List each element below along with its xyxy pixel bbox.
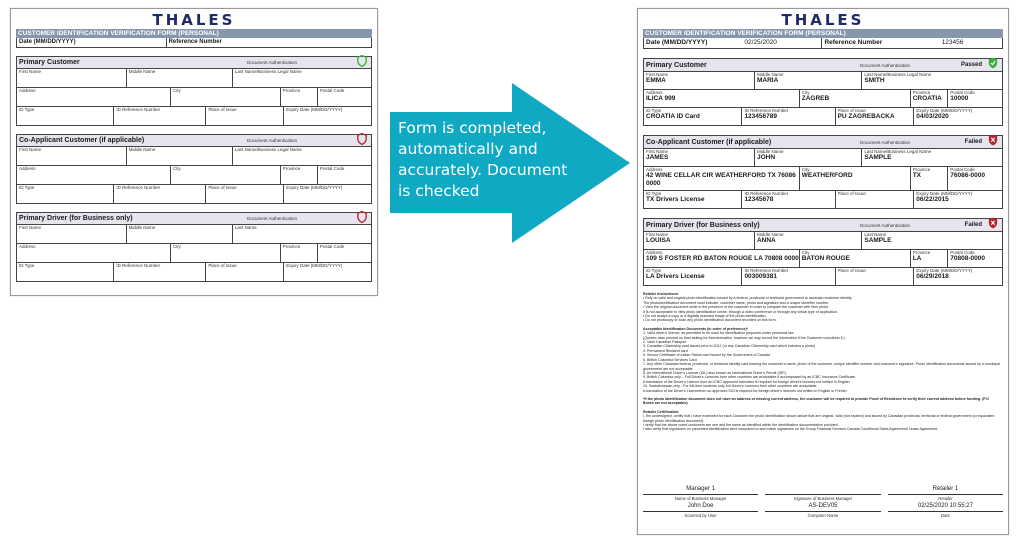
address-field[interactable] bbox=[17, 88, 171, 106]
signature-value: Retailer 1 bbox=[932, 486, 959, 492]
shield-outline-icon bbox=[357, 210, 367, 228]
expiry-date-field[interactable] bbox=[914, 108, 1002, 125]
signature-value bbox=[765, 485, 880, 494]
form-row bbox=[17, 185, 371, 203]
id-type-label: ID Type bbox=[19, 263, 35, 268]
postal-code-label: Postal Code bbox=[319, 88, 345, 93]
province-field[interactable] bbox=[911, 90, 949, 107]
shield-outline-icon bbox=[357, 54, 367, 72]
signature-value: 02/25/2020 10:55:27 bbox=[917, 503, 973, 509]
id-reference-number-label: ID Reference Number bbox=[744, 268, 789, 273]
id-reference-number-label: ID Reference Number bbox=[116, 185, 161, 190]
address-field[interactable] bbox=[644, 250, 800, 267]
section-header bbox=[17, 213, 371, 225]
form-row bbox=[17, 107, 371, 125]
reference-value: 123456 bbox=[941, 39, 964, 46]
proof-of-residence-note: *If the photo identification document does not have an address or missing current address, the customer will be required to provide Proof of Residence to verify their current address before funding. (P.O Boxes are not acceptable). bbox=[643, 396, 989, 406]
signature-label: Retailer bbox=[938, 496, 953, 501]
last-name-value: SMITH bbox=[864, 77, 885, 84]
form-section bbox=[16, 134, 372, 204]
id-type-field[interactable] bbox=[17, 185, 114, 203]
id-reference-number-field[interactable] bbox=[114, 107, 206, 125]
last-name-field[interactable] bbox=[233, 69, 371, 87]
place-of-issue-field[interactable] bbox=[836, 191, 915, 208]
id-reference-number-label: ID Reference Number bbox=[116, 107, 161, 112]
postal-code-field[interactable] bbox=[318, 166, 371, 184]
shield-x-icon bbox=[988, 216, 998, 234]
city-field[interactable] bbox=[171, 244, 281, 262]
last-name-field[interactable] bbox=[233, 147, 371, 165]
signature-cell bbox=[888, 502, 1003, 519]
province-field[interactable] bbox=[281, 88, 318, 106]
city-label: City bbox=[172, 166, 181, 171]
acceptable-document-line: 1. Valid driver's licence, as permitted to be used for identification purposes under provincial law bbox=[643, 331, 794, 336]
id-reference-number-field[interactable] bbox=[742, 108, 835, 125]
id-reference-number-value: 123456789 bbox=[744, 113, 777, 120]
id-reference-number-value: 003009381 bbox=[744, 273, 777, 280]
province-field[interactable] bbox=[281, 244, 318, 262]
form-row bbox=[17, 225, 371, 244]
form-row bbox=[17, 263, 371, 281]
retailer-instruction-line: The photoidentification document must indicate: customer name, photo and signature and a unique identifier number. bbox=[643, 300, 829, 305]
last-name-value: SAMPLE bbox=[864, 237, 892, 244]
retailer-certification-heading: Retailer Certification: bbox=[643, 409, 680, 414]
expiry-date-value: 06/22/2015 bbox=[916, 196, 949, 203]
signature-cell bbox=[643, 485, 758, 502]
id-reference-number-field[interactable] bbox=[742, 191, 835, 208]
postal-code-label: Postal Code bbox=[950, 167, 975, 172]
signature-label: Computer Name bbox=[807, 513, 839, 518]
address-field[interactable] bbox=[644, 167, 800, 190]
address-label: Address bbox=[19, 166, 36, 171]
form-row bbox=[17, 88, 371, 107]
date-label: Date (MM/DD/YYYY) bbox=[17, 38, 167, 47]
city-value: WEATHERFORD bbox=[801, 172, 853, 179]
id-type-label: ID Type bbox=[646, 268, 662, 273]
first-name-field[interactable] bbox=[17, 69, 127, 87]
place-of-issue-label: Place of Issue bbox=[208, 185, 237, 190]
first-name-field[interactable] bbox=[17, 147, 127, 165]
city-label: City bbox=[172, 244, 181, 249]
section-title: Primary Customer bbox=[19, 59, 80, 66]
first-name-field[interactable] bbox=[644, 149, 755, 166]
expiry-date-value: 06/29/2018 bbox=[916, 273, 949, 280]
middle-name-label: Middle Name bbox=[756, 72, 784, 77]
province-field[interactable] bbox=[281, 166, 318, 184]
form-row bbox=[644, 108, 1002, 125]
document-authentication-label: Document Authentication bbox=[247, 216, 298, 221]
place-of-issue-field[interactable] bbox=[206, 185, 284, 203]
document-authentication-label: Document Authentication bbox=[247, 138, 298, 143]
shield-check-icon bbox=[988, 56, 998, 74]
expiry-date-label: Expiry Date (MM/DD/YYYY) bbox=[286, 185, 343, 190]
blank-form bbox=[10, 8, 378, 296]
city-label: City bbox=[801, 90, 810, 95]
id-type-field[interactable] bbox=[644, 191, 742, 208]
signature-value: Manager 1 bbox=[686, 486, 715, 492]
form-row bbox=[644, 191, 1002, 208]
section-title: Primary Driver (for Business only) bbox=[19, 215, 133, 222]
city-field[interactable] bbox=[800, 250, 911, 267]
id-type-field[interactable] bbox=[644, 108, 742, 125]
retailer-instruction-line: • Do not accept a copy or a digitally scanned image of the photo identification. bbox=[643, 314, 767, 319]
acceptable-document-line: 2. Valid Canadian Passport bbox=[643, 340, 687, 345]
first-name-label: First Name bbox=[646, 72, 669, 77]
middle-name-value: JOHN bbox=[756, 154, 776, 161]
address-value: 42 WINE CELLAR CIR WEATHERFORD TX 76086 0000 bbox=[646, 172, 796, 187]
id-reference-number-value: 12345678 bbox=[744, 196, 774, 203]
postal-code-label: Postal Code bbox=[319, 166, 345, 171]
postal-code-field[interactable] bbox=[948, 250, 1002, 267]
acceptable-document-line: A translation of the Driver's Licencefrom an approved SGI is required for foreign driver's licences not written in English or French. bbox=[643, 388, 848, 393]
middle-name-label: Middle Name bbox=[128, 225, 156, 230]
place-of-issue-field[interactable] bbox=[836, 268, 915, 285]
postal-code-value: 76086-0000 bbox=[950, 172, 985, 179]
first-name-label: First Name bbox=[646, 149, 669, 154]
city-label: City bbox=[172, 88, 181, 93]
postal-code-field[interactable] bbox=[318, 244, 371, 262]
signature-value: John Doe bbox=[687, 503, 714, 509]
form-row bbox=[644, 90, 1002, 108]
form-row bbox=[17, 244, 371, 263]
first-name-value: LOUISA bbox=[646, 237, 671, 244]
address-field[interactable] bbox=[17, 166, 171, 184]
expiry-date-field[interactable] bbox=[914, 268, 1002, 285]
expiry-date-label: Expiry Date (MM/DD/YYYY) bbox=[916, 108, 973, 113]
id-type-label: ID Type bbox=[646, 108, 662, 113]
postal-code-label: Postal Code bbox=[319, 244, 345, 249]
form-row bbox=[17, 166, 371, 185]
first-name-label: First Name bbox=[19, 225, 42, 230]
expiry-date-field[interactable] bbox=[284, 185, 371, 203]
middle-name-label: Middle Name bbox=[128, 69, 156, 74]
shield-x-icon bbox=[988, 133, 998, 151]
place-of-issue-value: PU ZAGREBACKA bbox=[837, 113, 895, 120]
shield-outline-icon bbox=[357, 132, 367, 150]
expiry-date-value: 04/03/2020 bbox=[916, 113, 949, 120]
form-row bbox=[644, 250, 1002, 268]
filled-form bbox=[637, 8, 1009, 535]
acceptable-document-line: 7. Any other Canadian federal, provincial, or territorial identity card bearing the customer's name, photo of the customer, unique identifier number and customer's signature. Photo identification documents issued by a municipal government are not acceptable. bbox=[643, 362, 1000, 371]
address-label: Address bbox=[646, 250, 663, 255]
section-title: Co-Applicant Customer (if applicable) bbox=[646, 138, 772, 146]
document-authentication-label: Document Authentication bbox=[860, 62, 911, 68]
id-type-label: ID Type bbox=[19, 185, 35, 190]
last-name-field[interactable] bbox=[862, 72, 1002, 89]
address-label: Address bbox=[646, 90, 663, 95]
province-field[interactable] bbox=[911, 167, 949, 190]
middle-name-label: Middle Name bbox=[756, 232, 784, 237]
middle-name-label: Middle Name bbox=[756, 149, 784, 154]
id-type-field[interactable] bbox=[17, 107, 114, 125]
form-row bbox=[17, 147, 371, 166]
date-row bbox=[643, 38, 1003, 49]
signature-cell bbox=[643, 502, 758, 519]
id-reference-number-label: ID Reference Number bbox=[744, 108, 789, 113]
signature-cell bbox=[888, 485, 1003, 502]
middle-name-value: MARIA bbox=[756, 77, 779, 84]
expiry-date-label: Expiry Date (MM/DD/YYYY) bbox=[916, 268, 973, 273]
last-name-label: Last Name bbox=[234, 225, 257, 230]
form-section bbox=[643, 135, 1003, 209]
thales-logo: THALES bbox=[152, 11, 236, 29]
authentication-status: Failed bbox=[964, 222, 982, 228]
acceptable-document-line: 5. Secure Certificate of Indian Status card issued by the Government of Canada bbox=[643, 353, 771, 358]
signature-label: Date bbox=[940, 513, 950, 518]
middle-name-field[interactable] bbox=[755, 232, 862, 249]
address-label: Address bbox=[19, 88, 36, 93]
province-label: Province bbox=[912, 250, 931, 255]
acceptable-documents-heading: Acceptable Identification Documents (in order of preference)* bbox=[643, 326, 749, 331]
id-type-value: LA Drivers License bbox=[646, 273, 705, 280]
id-reference-number-label: ID Reference Number bbox=[116, 263, 161, 268]
first-name-field[interactable] bbox=[17, 225, 127, 243]
middle-name-field[interactable] bbox=[755, 72, 862, 89]
signature-label: Name of Business Manager bbox=[674, 496, 727, 501]
first-name-field[interactable] bbox=[644, 232, 755, 249]
middle-name-field[interactable] bbox=[127, 225, 233, 243]
retailer-instruction-line: • Do not photocopy or scan any photo identification document recorded on this form. bbox=[643, 318, 777, 323]
section-header bbox=[644, 136, 1002, 149]
expiry-date-field[interactable] bbox=[284, 107, 371, 125]
postal-code-label: Postal Code bbox=[950, 90, 975, 95]
first-name-label: First Name bbox=[19, 69, 42, 74]
expiry-date-field[interactable] bbox=[914, 191, 1002, 208]
id-reference-number-field[interactable] bbox=[114, 185, 206, 203]
form-section bbox=[643, 218, 1003, 286]
form-section bbox=[16, 56, 372, 126]
middle-name-field[interactable] bbox=[127, 147, 233, 165]
province-field[interactable] bbox=[911, 250, 949, 267]
address-field[interactable] bbox=[17, 244, 171, 262]
expiry-date-field[interactable] bbox=[284, 263, 371, 281]
section-title: Primary Driver (for Business only) bbox=[646, 221, 760, 229]
last-name-field[interactable] bbox=[862, 232, 1002, 249]
province-label: Province bbox=[912, 90, 931, 95]
form-title: CUSTOMER IDENTIFICATION VERIFICATION FORM (PERSONAL) bbox=[643, 29, 1003, 38]
last-name-label: Last Name/Business Legal Name bbox=[864, 72, 932, 77]
id-type-field[interactable] bbox=[17, 263, 114, 281]
form-section bbox=[16, 212, 372, 282]
date-value: 02/25/2020 bbox=[726, 38, 822, 48]
city-label: City bbox=[801, 250, 810, 255]
reference-label: Reference Number bbox=[824, 39, 883, 46]
place-of-issue-label: Place of Issue bbox=[837, 191, 866, 196]
expiry-date-label: Expiry Date (MM/DD/YYYY) bbox=[286, 263, 343, 268]
middle-name-value: ANNA bbox=[756, 237, 776, 244]
middle-name-field[interactable] bbox=[127, 69, 233, 87]
province-value: TX bbox=[912, 172, 921, 179]
retailer-instruction-line: • Rely on valid and original photo identification issued by a federal, provincial or territorial government to ascertain customer identity. bbox=[643, 296, 853, 301]
last-name-label: Last Name/Business Legal Name bbox=[234, 69, 302, 74]
reference-label: Reference Number bbox=[168, 39, 222, 45]
form-section bbox=[643, 58, 1003, 126]
id-reference-number-field[interactable] bbox=[114, 263, 206, 281]
form-row bbox=[17, 69, 371, 88]
province-value: LA bbox=[912, 255, 922, 262]
document-authentication-label: Document Authentication bbox=[860, 139, 911, 145]
postal-code-label: Postal Code bbox=[950, 250, 975, 255]
signature-label: Scanned by User bbox=[684, 513, 717, 518]
date-row bbox=[16, 38, 372, 48]
section-header bbox=[644, 219, 1002, 232]
retailer-instruction-line: It is not acceptable to view photo identification online, through a video conference or through any virtual type of application. bbox=[643, 309, 838, 314]
postal-code-field[interactable] bbox=[948, 167, 1002, 190]
certification-line: I, the undersigned, certify that I have examined for each Customer the photo identification shown above that are original, valid (not expired) and issued by Canadian provincial, territorial or federal government (or equivalent foreign photo identification document). bbox=[643, 414, 995, 423]
province-label: Province bbox=[282, 166, 301, 171]
retailer-instructions-heading: Retailer Instructions: bbox=[643, 292, 679, 296]
signature-cell bbox=[765, 485, 880, 502]
last-name-label: Last Name bbox=[864, 232, 887, 237]
city-field[interactable] bbox=[171, 166, 281, 184]
form-row bbox=[644, 167, 1002, 191]
middle-name-field[interactable] bbox=[755, 149, 862, 166]
first-name-value: JAMES bbox=[646, 154, 669, 161]
place-of-issue-label: Place of Issue bbox=[208, 107, 237, 112]
certification-line: I also verify that signatures on presented identification were compared to and match signatures on the Group Financial Services Canada Conditional Sales Agreement/ Lease Agreement. bbox=[643, 427, 939, 432]
id-type-label: ID Type bbox=[646, 191, 662, 196]
form-row bbox=[644, 149, 1002, 167]
city-field[interactable] bbox=[171, 88, 281, 106]
last-name-value: SAMPLE bbox=[864, 154, 892, 161]
form-title: CUSTOMER IDENTIFICATION VERIFICATION FORM (PERSONAL) bbox=[16, 29, 372, 38]
acceptable-document-line: 3. Canadian Citizenship card issued prior to 2012 (or any Canadian Citizenship card which includes a photo) bbox=[643, 344, 816, 349]
address-label: Address bbox=[19, 244, 36, 249]
province-label: Province bbox=[912, 167, 931, 172]
acceptable-document-line: A translation of the Driver's Licence from an ICBC approved translator is required for foreign driver's licences not written in English. bbox=[643, 379, 851, 384]
form-row bbox=[644, 72, 1002, 90]
last-name-label: Last Name/Business Legal Name bbox=[234, 147, 302, 152]
last-name-field[interactable] bbox=[862, 149, 1002, 166]
province-label: Province bbox=[282, 244, 301, 249]
acceptable-document-line: 10. Saskatchewan only - For full-time students only, full Driver's Licences from other countries are acceptable. bbox=[643, 384, 818, 389]
id-type-value: CROATIA ID Card bbox=[646, 113, 700, 120]
city-field[interactable] bbox=[800, 90, 911, 107]
acceptable-document-line: 4. Permanent Resident card bbox=[643, 348, 688, 353]
province-value: CROATIA bbox=[912, 95, 942, 102]
last-name-label: Last Name/Business Legal Name bbox=[864, 149, 932, 154]
signature-cell bbox=[765, 502, 880, 519]
expiry-date-label: Expiry Date (MM/DD/YYYY) bbox=[916, 191, 973, 196]
place-of-issue-field[interactable] bbox=[206, 263, 284, 281]
form-row bbox=[644, 268, 1002, 285]
postal-code-value: 70808-0000 bbox=[950, 255, 985, 262]
id-reference-number-field[interactable] bbox=[742, 268, 835, 285]
instructions bbox=[643, 292, 1000, 432]
document-authentication-label: Document Authentication bbox=[860, 222, 911, 228]
place-of-issue-label: Place of Issue bbox=[837, 108, 866, 113]
acceptable-document-line: 6. British Columbia Services Card bbox=[643, 357, 697, 362]
address-value: ILICA 999 bbox=[646, 95, 676, 102]
expiry-date-label: Expiry Date (MM/DD/YYYY) bbox=[286, 107, 343, 112]
middle-name-label: Middle Name bbox=[128, 147, 156, 152]
place-of-issue-label: Place of Issue bbox=[837, 268, 866, 273]
province-label: Province bbox=[282, 88, 301, 93]
section-header bbox=[17, 57, 371, 69]
retailer-instruction-line: • View the original document while in the presence of the customer in order to compare the customer with their photo. bbox=[643, 305, 830, 310]
city-field[interactable] bbox=[800, 167, 911, 190]
section-title: Co-Applicant Customer (if applicable) bbox=[19, 137, 145, 144]
signature-label: Signature of Business Manager bbox=[793, 496, 853, 501]
signature-block bbox=[643, 485, 1003, 519]
id-type-value: TX Drivers License bbox=[646, 196, 705, 203]
arrow-caption: Form is completed, automatically and accurately. Document is checked bbox=[398, 119, 568, 200]
place-of-issue-field[interactable] bbox=[206, 107, 284, 125]
postal-code-field[interactable] bbox=[948, 90, 1002, 107]
form-row bbox=[644, 232, 1002, 250]
section-title: Primary Customer bbox=[646, 61, 707, 69]
address-value: 109 S FOSTER RD BATON ROUGE LA 70808 0000 bbox=[646, 255, 799, 262]
signature-value: AS-DEV05 bbox=[808, 503, 838, 509]
city-label: City bbox=[801, 167, 810, 172]
last-name-field[interactable] bbox=[233, 225, 371, 243]
id-type-label: ID Type bbox=[19, 107, 35, 112]
id-reference-number-label: ID Reference Number bbox=[744, 191, 789, 196]
address-label: Address bbox=[646, 167, 663, 172]
city-value: BATON ROUGE bbox=[801, 255, 850, 262]
postal-code-field[interactable] bbox=[318, 88, 371, 106]
place-of-issue-field[interactable] bbox=[836, 108, 915, 125]
thales-logo: THALES bbox=[781, 11, 865, 29]
city-value: ZAGREB bbox=[801, 95, 830, 102]
first-name-label: First Name bbox=[19, 147, 42, 152]
certification-line: I verify that the above noted customers are one and the same as identified within the identification documentation provided. bbox=[643, 422, 839, 427]
first-name-value: EMMA bbox=[646, 77, 666, 84]
document-authentication-label: Document Authentication bbox=[247, 60, 298, 65]
first-name-field[interactable] bbox=[644, 72, 755, 89]
authentication-status: Passed bbox=[960, 62, 982, 68]
postal-code-value: 10000 bbox=[950, 95, 969, 102]
acceptable-document-line: 8. An International Driver's Licence (IDL) also known as International Driver's Permit (IDP). bbox=[643, 370, 787, 375]
section-header bbox=[644, 59, 1002, 72]
authentication-status: Failed bbox=[964, 139, 982, 145]
section-header bbox=[17, 135, 371, 147]
id-type-field[interactable] bbox=[644, 268, 742, 285]
acceptable-document-line: (Quebec laws prevent us from asking for thisinformation, however we may record the information if the Customer volunteers it.) bbox=[643, 335, 845, 340]
place-of-issue-label: Place of Issue bbox=[208, 263, 237, 268]
first-name-label: First Name bbox=[646, 232, 669, 237]
acceptable-document-line: 9. British Columbia only – Full Driver's Licences from other countries are acceptable if accompanied by an ICBC Insurance Certificate. bbox=[643, 375, 856, 380]
address-field[interactable] bbox=[644, 90, 800, 107]
date-label: Date (MM/DD/YYYY) bbox=[646, 39, 708, 46]
